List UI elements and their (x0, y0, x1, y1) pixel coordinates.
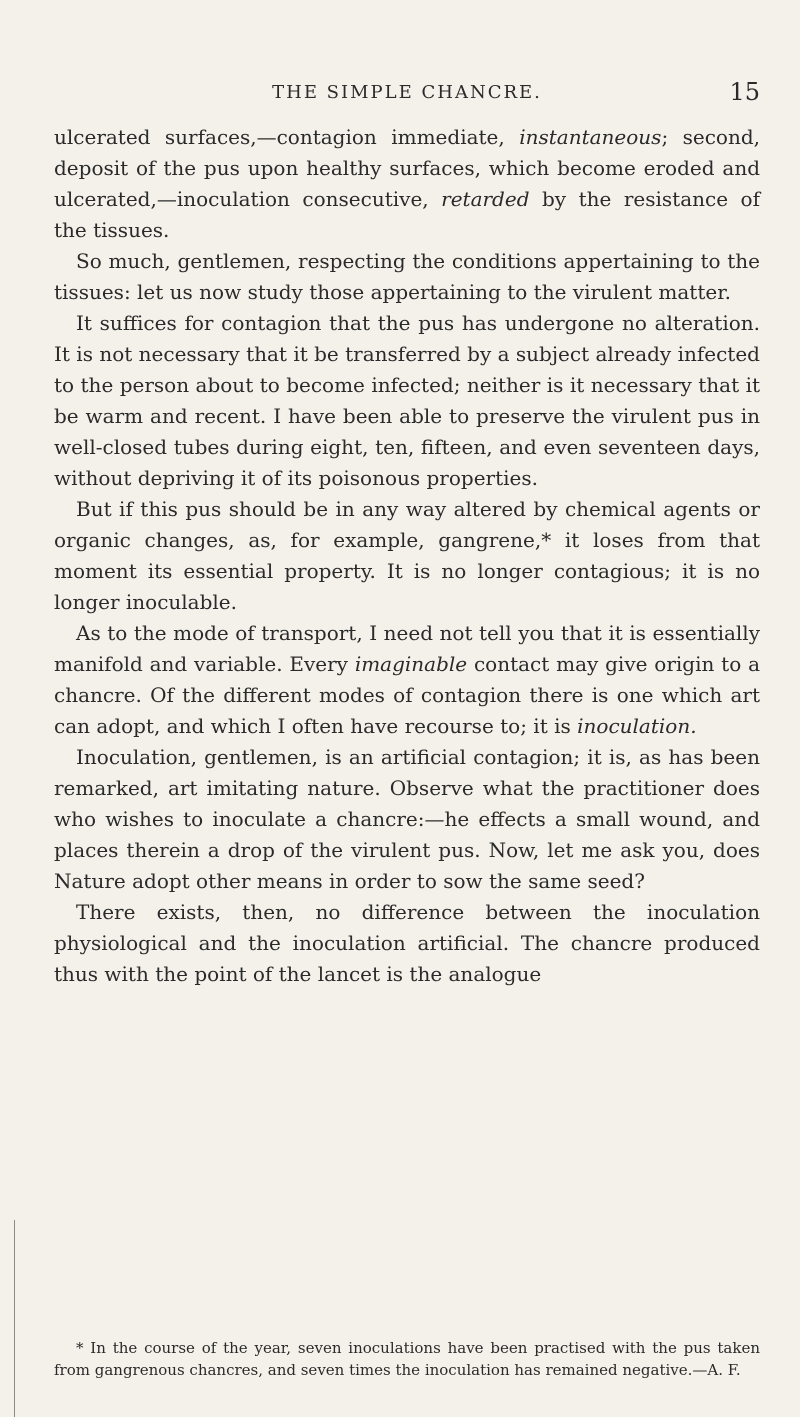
paragraph-1-end: by the resistance of the tissues. (54, 187, 760, 242)
page-edge-rule (14, 1220, 15, 1417)
footnote-text: * In the course of the year, seven inoculations have been practised with the pus taken from gangrenous chancres, and seven times the inoculation has remained negative.—A. F. (54, 1339, 760, 1379)
paragraph-6: Inoculation, gentlemen, is an artificial contagion; it is, as has been remarked, art imitating nature. Observe what the practitioner does who wishes to inoculate a chancre:—he effects a small wound, and places therein a drop of the virulent pus. Now, let me ask you, does Nature adopt other means in order to sow the same seed? (54, 745, 760, 893)
paragraph-4: But if this pus should be in any way altered by chemical agents or organic changes, as, for example, gangrene,* it loses from that moment its essential property. It is no longer contagious; it is no longer inoculable. (54, 497, 760, 614)
paragraph-2: So much, gentlemen, respecting the conditions appertaining to the tissues: let us now study those appertaining to the virulent matter. (54, 249, 760, 304)
paragraph-1-italic-instantaneous: instantaneous (519, 125, 662, 149)
running-head: THE SIMPLE CHANCRE. (272, 82, 542, 103)
page-number: 15 (729, 78, 760, 106)
paragraph-1-start: ulcerated surfaces,—contagion immediate, (54, 125, 520, 149)
body-text (54, 122, 760, 990)
paragraph-1 (54, 122, 760, 246)
footnote (54, 1337, 760, 1381)
paragraph-5-italic-imaginable: imaginable (354, 652, 468, 676)
paragraph-1-italic-retarded: retarded (441, 187, 530, 211)
paragraph-3: It suffices for contagion that the pus has undergone no alteration. It is not necessary that it be transferred by a subject already infected to the person about to become infected; neither is it necessary that it be warm and recent. I have been able to preserve the virulent pus in well-closed tubes during eight, ten, fifteen, and even seventeen days, without depriving it of its poisonous properties. (54, 311, 760, 490)
page-header (54, 78, 760, 112)
paragraph-7: There exists, then, no difference between the inoculation physiological and the inoculation artificial. The chancre produced thus with the point of the lancet is the analogue (54, 900, 760, 986)
paragraph-5-start: As to the mode of transport, I need not tell you that it is essentially manifold and variable. Every (54, 621, 760, 676)
paragraph-5-middle: contact may give origin to a chancre. Of the different modes of contagion there is one which art can adopt, and which I often have recourse to; it is (54, 652, 761, 738)
paragraph-1-middle: ; second, deposit of the pus upon healthy surfaces, which become eroded and ulcerated,—inoculation consecutive, (54, 125, 760, 211)
paragraph-5-italic-inoculation: inoculation. (577, 714, 697, 738)
paragraph-5 (54, 618, 760, 742)
